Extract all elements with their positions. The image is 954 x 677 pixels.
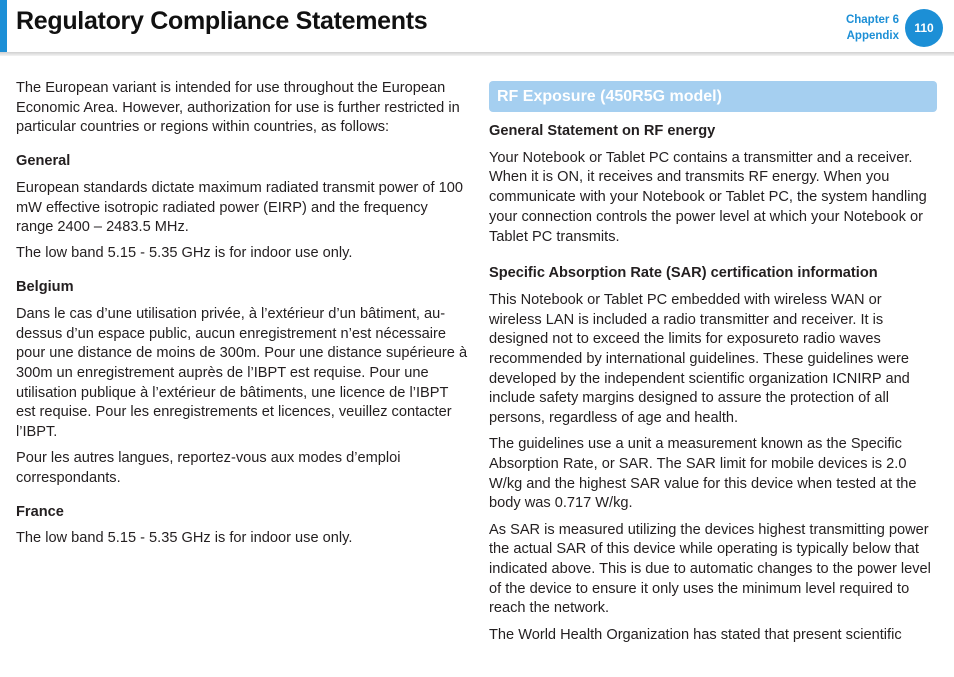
sar-heading: Specific Absorption Rate (SAR) certification information [489,265,878,282]
france-paragraph-1: The low band 5.15 - 5.35 GHz is for indoor use only. [16,530,353,547]
chapter-label [846,12,899,44]
belgium-heading: Belgium [16,279,74,296]
page-title: Regulatory Compliance Statements [16,7,428,35]
page-header [0,0,954,56]
page-number-badge: 110 [905,9,943,47]
intro-paragraph: The European variant is intended for use throughout the European Economic Area. However, authorization for use is further restricted in particular countries or regions within countries, as follows: [16,80,460,136]
header-divider [0,52,954,56]
sar-paragraph-1: This Notebook or Tablet PC embedded with wireless WAN or wireless LAN is included a radio transmitter and receiver. It is designed not to exceed the limits for exposureto radio waves recommended by international guidelines. These guidelines were developed by the independent scientific organization ICNIRP and include safety margins designed to assure the protection of all persons, regardless of age and health. [489,291,910,427]
right-column [489,79,937,652]
left-column [16,79,468,556]
sar-paragraph-3: As SAR is measured utilizing the devices highest transmitting power the actual SAR of this device while operating is typically below that indicated above. This is due to automatic changes to the power level of the device to ensure it only uses the minimum level required to reach the network. [489,521,931,617]
header-accent-bar [0,0,7,52]
general-paragraph-1: European standards dictate maximum radiated transmit power of 100 mW effective isotropic radiated power (EIRP) and the frequency range 2400 – 2483.5 MHz. [16,179,463,236]
sar-paragraph-4: The World Health Organization has stated that present scientific [489,626,902,643]
belgium-paragraph-2: Pour les autres langues, reportez-vous aux modes d’emploi correspondants. [16,450,401,486]
general-heading: General [16,153,71,170]
rf-energy-paragraph: Your Notebook or Tablet PC contains a transmitter and a receiver. When it is ON, it receives and transmits RF energy. When you communicate with your Notebook or Tablet PC, the system handling your connection controls the power level at which your Notebook or Tablet PC transmits. [489,149,927,245]
france-heading: France [16,503,64,520]
section-title-bar [489,81,937,112]
sar-paragraph-2: The guidelines use a unit a measurement known as the Specific Absorption Rate, or SAR. The SAR limit for mobile devices is 2.0 W/kg and the highest SAR value for this device when tested at the body was 0.717 W/kg. [489,436,917,512]
belgium-paragraph-1: Dans le cas d’une utilisation privée, à l’extérieur d’un bâtiment, au-dessus d’un espace public, aucun enregistrement n’est nécessaire pour une distance de moins de 300m. Pour une distance supérieure à 300m un enregistrement auprès de l’IBPT est requise. Pour une utilisation publique à l’extérieur de bâtiments, une licence de l’IBPT est requise. Pour les enregistrements et licences, veuillez contacter l’IBPT. [16,305,468,441]
section-title: RF Exposure (450R5G model) [497,88,722,105]
chapter-number: Chapter 6 [845,14,899,26]
rf-energy-heading: General Statement on RF energy [489,123,716,139]
chapter-name: Appendix [846,30,899,42]
general-paragraph-2: The low band 5.15 - 5.35 GHz is for indoor use only. [16,245,353,262]
